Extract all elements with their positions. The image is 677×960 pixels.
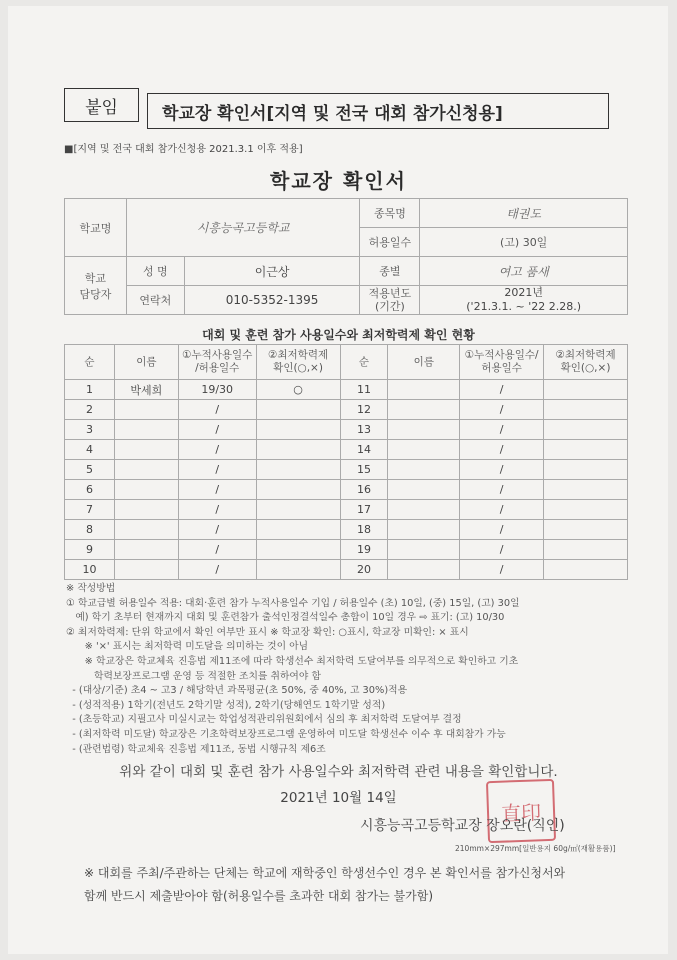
table-row	[65, 540, 628, 560]
cell-check	[256, 400, 340, 420]
name-value: 이근상	[184, 257, 360, 286]
header-check-right: ②최저학력제 확인(○,×)	[544, 345, 628, 380]
header-name-right: 이름	[388, 345, 460, 380]
participation-table	[64, 344, 628, 580]
cell-check-right	[544, 560, 628, 580]
cell-num-right: 13	[340, 420, 388, 440]
table-row	[65, 500, 628, 520]
cell-days: /	[178, 560, 256, 580]
cell-days: /	[178, 420, 256, 440]
table-row	[65, 400, 628, 420]
cell-name	[114, 420, 178, 440]
school-value: 시흥능곡고등학교	[126, 199, 360, 257]
sport-label: 종목명	[360, 199, 420, 228]
cell-num: 9	[65, 540, 115, 560]
cell-days-right: /	[460, 540, 544, 560]
year-cell	[420, 286, 628, 315]
contact-group-label: 학교 담당자	[65, 257, 127, 315]
category-value: 여고 품새	[420, 257, 628, 286]
cell-name	[114, 560, 178, 580]
paper-spec: 210mm×297mm[일반용지 60g/㎡(재활용품)]	[455, 844, 616, 853]
note-line: 예) 학기 초부터 현재까지 대회 및 훈련참가 출석인정결석일수 총합이 10일 경우 ⇨ 표기: (고) 10/30	[66, 612, 505, 624]
note-line: - (대상/기준) 초4 ~ 고3 / 해당학년 과목평균(초 50%, 중 40%, 고 30%)적용	[66, 685, 408, 697]
cell-days: /	[178, 480, 256, 500]
cell-name	[114, 500, 178, 520]
cell-num: 6	[65, 480, 115, 500]
confirmation-date: 2021년 10월 14일	[280, 790, 397, 806]
header-name: 이름	[114, 345, 178, 380]
cell-num-right: 20	[340, 560, 388, 580]
confirmation-statement: 위와 같이 대회 및 훈련 참가 사용일수와 최저학력 관련 내용을 확인합니다.	[119, 764, 558, 780]
cell-days-right: /	[460, 440, 544, 460]
cell-check-right	[544, 420, 628, 440]
table-row	[65, 480, 628, 500]
cell-days-right: /	[460, 420, 544, 440]
table-row	[65, 380, 628, 400]
header-check: ②최저학력제 확인(○,×)	[256, 345, 340, 380]
note-line: 학력보장프로그램 운영 등 적절한 조치를 취하여야 함	[66, 670, 321, 682]
note-line: ※ '×' 표시는 최저학력 미도달을 의미하는 것이 아님	[66, 641, 309, 653]
cell-num: 2	[65, 400, 115, 420]
seal-text: 直印	[500, 799, 542, 826]
cell-name: 박세희	[114, 380, 178, 400]
cell-days: 19/30	[178, 380, 256, 400]
cell-num: 7	[65, 500, 115, 520]
cell-check-right	[544, 440, 628, 460]
form-title: 학교장 확인서	[270, 169, 407, 193]
cell-check-right	[544, 400, 628, 420]
cell-name-right	[388, 400, 460, 420]
cell-name-right	[388, 560, 460, 580]
cell-num-right: 16	[340, 480, 388, 500]
cell-name-right	[388, 460, 460, 480]
note-line: - (성적적용) 1학기(전년도 2학기말 성적), 2학기(당해연도 1학기말 성적)	[66, 699, 386, 711]
note-line: - (초등학교) 지필고사 미실시교는 학업성적관리위원회에서 심의 후 최저학력 도달여부 결정	[66, 714, 462, 726]
category-label: 종별	[360, 257, 420, 286]
cell-num: 3	[65, 420, 115, 440]
note-line: ① 학교급별 허용일수 적용: 대회·훈련 참가 누적사용일수 기입 / 허용일수 (초) 10일, (중) 15일, (고) 30일	[66, 597, 520, 609]
cell-days-right: /	[460, 480, 544, 500]
cell-num: 4	[65, 440, 115, 460]
cell-check	[256, 520, 340, 540]
name-label: 성 명	[126, 257, 184, 286]
cell-days: /	[178, 520, 256, 540]
cell-check-right	[544, 380, 628, 400]
cell-check-right	[544, 540, 628, 560]
cell-check	[256, 480, 340, 500]
cell-num-right: 12	[340, 400, 388, 420]
table-row	[65, 440, 628, 460]
cell-days: /	[178, 500, 256, 520]
cell-num: 8	[65, 520, 115, 540]
cell-check	[256, 420, 340, 440]
cell-days-right: /	[460, 560, 544, 580]
section-title: 대회 및 훈련 참가 사용일수와 최저학력제 확인 현황	[202, 328, 475, 342]
cell-num-right: 17	[340, 500, 388, 520]
school-info-table	[64, 198, 628, 315]
footer-note: ※ 대회를 주최/주관하는 단체는 학교에 재학중인 학생선수인 경우 본 확인서를 참가신청서와 함께 반드시 제출받아야 함(허용일수를 초과한 대회 참가는 불가함)	[84, 866, 566, 903]
cell-num-right: 18	[340, 520, 388, 540]
allow-days-value: (고) 30일	[420, 228, 628, 257]
cell-name-right	[388, 380, 460, 400]
header-days-right: ①누적사용일수/ 허용일수	[460, 345, 544, 380]
cell-name-right	[388, 420, 460, 440]
attachment-tag: 붙임	[64, 88, 139, 122]
table-row	[65, 560, 628, 580]
cell-check-right	[544, 460, 628, 480]
table-row	[65, 520, 628, 540]
cell-check-right	[544, 520, 628, 540]
document-heading: 학교장 확인서[지역 및 전국 대회 참가신청용]	[147, 93, 609, 129]
cell-check-right	[544, 500, 628, 520]
table-row	[65, 460, 628, 480]
note-line: - (최저학력 미도달) 학교장은 기초학력보장프로그램 운영하여 미도달 학생선수 이수 후 대회참가 가능	[66, 728, 506, 740]
cell-check: ○	[256, 380, 340, 400]
header-num: 순	[65, 345, 115, 380]
cell-name-right	[388, 540, 460, 560]
cell-check	[256, 560, 340, 580]
cell-name-right	[388, 520, 460, 540]
cell-days: /	[178, 440, 256, 460]
note-line: - (관련법령) 학교체육 진흥법 제11조, 동법 시행규칙 제6조	[66, 743, 326, 755]
cell-days-right: /	[460, 520, 544, 540]
note-line: ※ 학교장은 학교체육 진흥법 제11조에 따라 학생선수 최저학력 도달여부를 의무적으로 확인하고 기초	[66, 655, 519, 667]
year-label: 적용년도 (기간)	[360, 286, 420, 315]
header-days: ①누적사용일수 /허용일수	[178, 345, 256, 380]
year-value: 2021년	[504, 286, 543, 299]
cell-name-right	[388, 500, 460, 520]
sport-value: 태권도	[420, 199, 628, 228]
note-line: ② 최저학력제: 단위 학교에서 확인 여부만 표시 ※ 학교장 확인: ○표시, 학교장 미확인: × 표시	[66, 626, 469, 638]
cell-days-right: /	[460, 500, 544, 520]
cell-name	[114, 440, 178, 460]
period-value: ('21.3.1. ~ '22 2.28.)	[466, 300, 582, 313]
cell-days: /	[178, 460, 256, 480]
table-row	[65, 420, 628, 440]
cell-days-right: /	[460, 400, 544, 420]
cell-days-right: /	[460, 380, 544, 400]
cell-check	[256, 540, 340, 560]
writing-instructions	[66, 582, 626, 757]
cell-num: 10	[65, 560, 115, 580]
cell-num-right: 14	[340, 440, 388, 460]
cell-days: /	[178, 400, 256, 420]
cell-name-right	[388, 440, 460, 460]
cell-name	[114, 480, 178, 500]
cell-num: 5	[65, 460, 115, 480]
cell-days-right: /	[460, 460, 544, 480]
cell-check	[256, 500, 340, 520]
cell-check	[256, 440, 340, 460]
cell-days: /	[178, 540, 256, 560]
cell-name	[114, 400, 178, 420]
cell-num: 1	[65, 380, 115, 400]
school-label: 학교명	[65, 199, 127, 257]
cell-num-right: 11	[340, 380, 388, 400]
cell-name	[114, 460, 178, 480]
allow-days-label: 허용일수	[360, 228, 420, 257]
applicability-note: ■[지역 및 전국 대회 참가신청용 2021.3.1 이후 적용]	[64, 144, 303, 155]
cell-num-right: 15	[340, 460, 388, 480]
cell-check	[256, 460, 340, 480]
cell-check-right	[544, 480, 628, 500]
cell-name	[114, 520, 178, 540]
principal-signature: 시흥능곡고등학교장 장오란(직인)	[360, 818, 565, 834]
cell-name-right	[388, 480, 460, 500]
cell-num-right: 19	[340, 540, 388, 560]
phone-label: 연락처	[126, 286, 184, 315]
header-num-right: 순	[340, 345, 388, 380]
phone-value: 010-5352-1395	[184, 286, 360, 315]
cell-name	[114, 540, 178, 560]
note-line: ※ 작성방법	[66, 583, 116, 594]
